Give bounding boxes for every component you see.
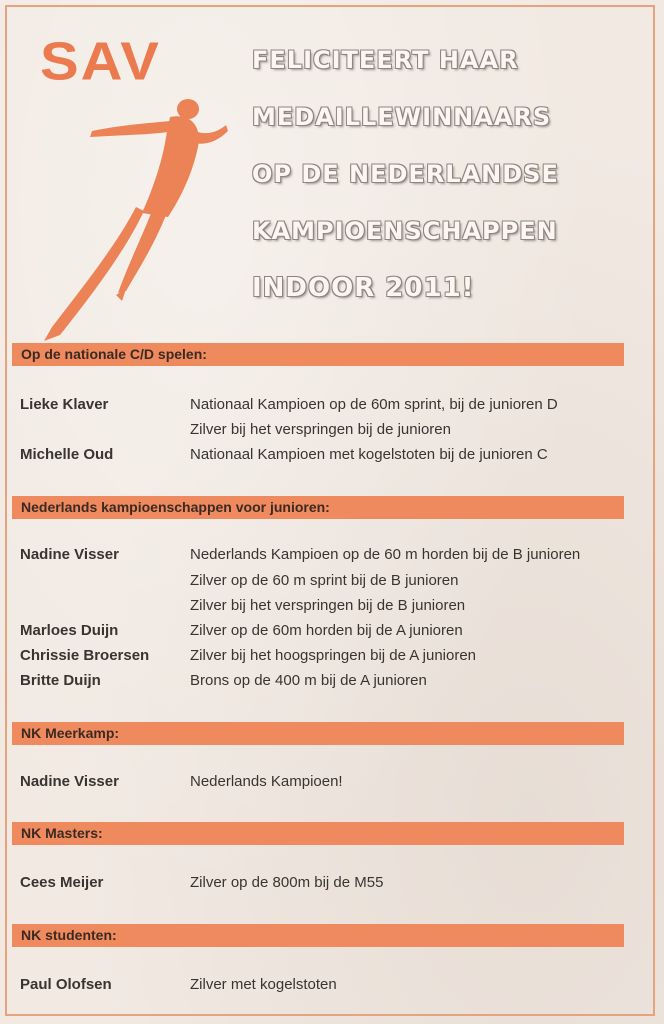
section-title: NK studenten: <box>21 927 117 943</box>
section-title: Nederlands kampioenschappen voor junioren: <box>21 499 330 515</box>
athlete-name: Britte Duijn <box>20 672 101 689</box>
headline-line: FELICITEERT HAAR <box>252 46 519 74</box>
athlete-name: Marloes Duijn <box>20 622 119 639</box>
athlete-name: Michelle Oud <box>20 446 114 463</box>
section-title: Op de nationale C/D spelen: <box>21 346 207 362</box>
result-description: Zilver met kogelstoten <box>190 976 337 993</box>
result-description: Brons op de 400 m bij de A junioren <box>190 672 427 689</box>
section-header <box>12 343 624 366</box>
section-header <box>12 822 624 845</box>
section-header <box>12 722 624 745</box>
result-description: Nederlands Kampioen! <box>190 773 343 790</box>
headline <box>252 42 647 327</box>
headline-line: INDOOR 2011! <box>252 273 475 303</box>
result-description: Nationaal Kampioen met kogelstoten bij de junioren C <box>190 446 548 463</box>
result-description: Zilver op de 60 m sprint bij de B junioren <box>190 572 459 589</box>
section-header <box>12 496 624 519</box>
result-description: Zilver bij het hoogspringen bij de A junioren <box>190 647 477 664</box>
athlete-name: Paul Olofsen <box>20 976 112 993</box>
athlete-name: Nadine Visser <box>20 773 119 790</box>
result-description: Zilver bij het verspringen bij de B junioren <box>190 597 466 614</box>
result-description: Nationaal Kampioen op de 60m sprint, bij de junioren D <box>190 396 558 413</box>
high-jumper-icon <box>30 95 230 345</box>
headline-line: MEDAILLEWINNAARS <box>252 103 552 131</box>
result-description: Zilver op de 800m bij de M55 <box>190 874 384 891</box>
result-description: Zilver bij het verspringen bij de junioren <box>190 421 451 438</box>
result-description: Zilver op de 60m horden bij de A junioren <box>190 622 463 639</box>
sav-logo: SAV <box>40 31 161 92</box>
athlete-name: Nadine Visser <box>20 546 119 563</box>
result-description: Nederlands Kampioen op de 60 m horden bij de B junioren <box>190 546 581 563</box>
headline-line: KAMPIOENSCHAPPEN <box>252 217 558 245</box>
athlete-name: Cees Meijer <box>20 874 104 891</box>
athlete-name: Lieke Klaver <box>20 396 109 413</box>
athlete-name: Chrissie Broersen <box>20 647 150 664</box>
section-title: NK Meerkamp: <box>21 725 120 741</box>
section-title: NK Masters: <box>21 825 103 841</box>
section-header <box>12 924 624 947</box>
headline-line: OP DE NEDERLANDSE <box>252 160 559 188</box>
